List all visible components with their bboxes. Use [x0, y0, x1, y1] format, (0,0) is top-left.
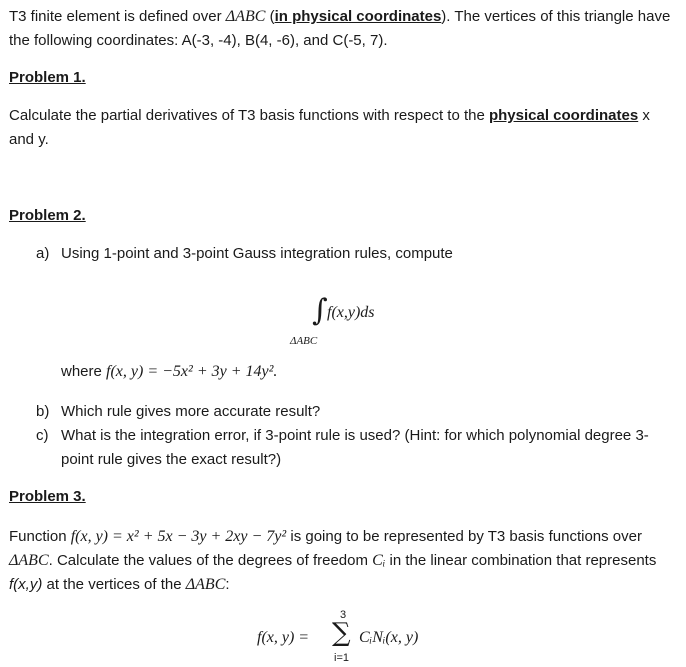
sigma-symbol: ∑	[332, 618, 351, 648]
triangle-symbol: ΔABC	[225, 8, 266, 25]
where-formula: f(x, y) = −5x² + 3y + 14y².	[106, 363, 278, 380]
item-b-text: Which rule gives more accurate result?	[61, 403, 321, 420]
intro-text: T3 finite element is defined over	[9, 8, 226, 25]
sum-term: CᵢNᵢ(x, y)	[359, 629, 419, 646]
problem-1-text	[9, 104, 677, 152]
sum-upper-limit: 3	[340, 609, 347, 621]
fxy-italic: f(x,y)	[9, 576, 43, 593]
intro-text: (	[265, 8, 275, 25]
sum-lhs: f(x, y) =	[257, 629, 310, 646]
item-b-label: b)	[36, 403, 50, 420]
physical-coordinates-emphasis: physical coordinates	[488, 107, 639, 124]
sum-lower-limit: i=1	[334, 652, 349, 664]
item-a-label: a)	[36, 245, 50, 262]
problem-3-heading: Problem 3.	[9, 488, 86, 505]
dof-symbol: Cᵢ	[372, 552, 386, 569]
item-c-label: c)	[36, 427, 49, 444]
item-c-text: What is the integration error, if 3-point rule is used? (Hint: for which polynomial degree 3-point rule gives the exact result?)	[61, 427, 649, 468]
problem-2-heading: Problem 2.	[9, 207, 86, 224]
problem-3-text-part: is going to be represented by T3 basis functions over	[286, 528, 642, 545]
problem-3-text-part: in the linear combination that represents	[385, 552, 657, 569]
integral-domain: ΔABC	[290, 335, 318, 347]
problem-1-text-part: x and y.	[9, 107, 650, 148]
triangle-symbol: ΔABC	[185, 576, 226, 593]
integral-sign: ∫	[312, 293, 328, 328]
integrand: f(x,y)ds	[327, 304, 375, 321]
problem-3-text-part: :	[225, 576, 230, 593]
problem-1-text-part: Calculate the partial derivatives of T3 basis functions with respect to the	[9, 107, 489, 124]
physical-coordinates-emphasis: in physical coordinates	[274, 8, 442, 25]
triangle-symbol: ΔABC	[9, 552, 49, 569]
item-a-text: Using 1-point and 3-point Gauss integration rules, compute	[61, 245, 453, 262]
problem-3-text-part: . Calculate the values of the degrees of freedom	[48, 552, 373, 569]
problem-3-text	[9, 525, 677, 597]
where-line	[61, 363, 277, 381]
problem-3-text-part: at the vertices of the	[42, 576, 186, 593]
problem-3-text-part: Function	[9, 528, 71, 545]
intro-text: ). The vertices of this triangle have the following coordinates: A(-3, -4), B(4, -6), and C(-5, 7).	[9, 8, 671, 49]
intro-paragraph	[9, 5, 677, 53]
where-prefix: where	[61, 363, 107, 380]
function-formula: f(x, y) = x² + 5x − 3y + 2xy − 7y²	[70, 528, 287, 545]
problem-1-heading: Problem 1.	[9, 69, 86, 86]
